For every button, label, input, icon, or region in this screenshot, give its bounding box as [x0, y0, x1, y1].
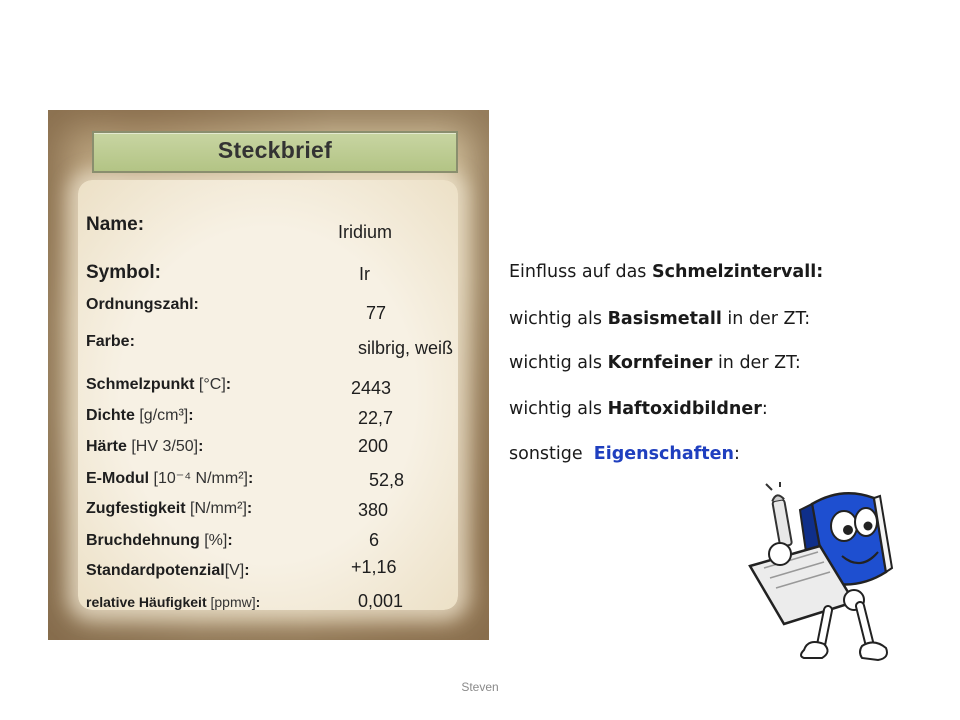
steckbrief-banner	[92, 131, 458, 173]
info-line-basismetall: wichtig als Basismetall in der ZT:	[509, 309, 811, 329]
value-dichte: 22,7	[358, 408, 394, 428]
info-line-haftoxidbildner: wichtig als Haftoxidbildner:	[509, 399, 768, 419]
value-schmelzpunkt: 2443	[351, 378, 392, 398]
value-e-modul: 52,8	[369, 470, 405, 490]
info-line-schmelzintervall: Einfluss auf das Schmelzintervall:	[509, 262, 824, 282]
value-bruchdehnung: 6	[369, 530, 380, 550]
value-zugfestigkeit: 380	[358, 500, 389, 520]
pencil-icon	[766, 482, 792, 547]
clipboard-mascot-icon	[742, 482, 912, 672]
value-relative-haeufigkeit: 0,001	[358, 591, 404, 611]
label-haerte: Härte [HV 3/50]:	[86, 438, 204, 455]
label-e-modul: E-Modul [10⁻⁴ N/mm²]:	[86, 470, 254, 487]
value-standardpotenzial: +1,16	[351, 557, 397, 577]
value-ordnungszahl: 77	[366, 303, 387, 323]
label-schmelzpunkt: Schmelzpunkt [°C]:	[86, 376, 232, 393]
value-farbe: silbrig, weiß	[358, 338, 454, 358]
label-relative-haeufigkeit: relative Häufigkeit [ppmw]:	[86, 594, 261, 610]
label-standardpotenzial: Standardpotenzial[V]:	[86, 562, 250, 579]
label-dichte: Dichte [g/cm³]:	[86, 407, 194, 424]
label-ordnungszahl: Ordnungszahl:	[86, 296, 199, 313]
label-name: Name:	[86, 214, 145, 235]
info-line-eigenschaften: sonstige Eigenschaften:	[509, 444, 740, 464]
value-name: Iridium	[338, 222, 393, 242]
label-zugfestigkeit: Zugfestigkeit [N/mm²]:	[86, 500, 253, 517]
label-bruchdehnung: Bruchdehnung [%]:	[86, 532, 233, 549]
info-line-kornfeiner: wichtig als Kornfeiner in der ZT:	[509, 353, 801, 373]
value-symbol: Ir	[359, 264, 370, 284]
value-haerte: 200	[358, 436, 389, 456]
steckbrief-card	[48, 110, 489, 640]
card-title: Steckbrief	[217, 137, 333, 163]
label-farbe: Farbe:	[86, 333, 135, 350]
footer-author: Steven	[461, 680, 499, 694]
label-symbol: Symbol:	[86, 262, 161, 283]
